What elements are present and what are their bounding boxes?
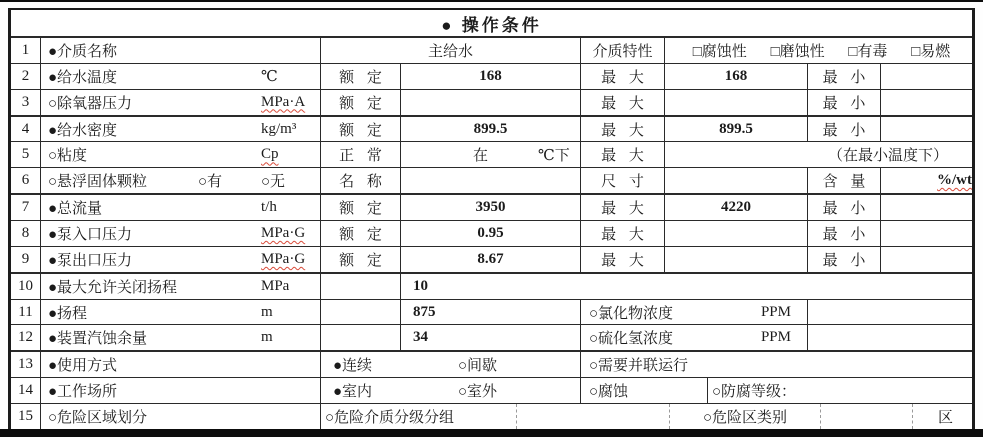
field-label: ●扬程 [48,305,88,322]
field-work-location: ●工作场所 [41,378,321,403]
min-label: 最 小 [808,195,881,220]
content-unit: %/wt [937,172,972,189]
ppm-unit-label: PPM [760,303,791,320]
min-label: 最 小 [808,64,881,89]
row-number: 3 [11,90,41,115]
field-pump-inlet-pressure [41,221,321,246]
rated-value: 3950 [401,195,581,220]
solids-size-value [665,168,808,193]
rated-value: 168 [401,64,581,89]
min-label: 最 小 [808,221,881,246]
field-label: ●最大允许关闭扬程 [48,279,178,296]
h2s-value [808,325,978,350]
max-value: 899.5 [665,117,808,142]
unit-label: t/h [261,199,277,216]
min-label: 最 小 [808,90,881,115]
radio-option-outdoor[interactable]: ○室外 [458,384,498,401]
row-number: 14 [11,378,41,403]
row-number: 12 [11,325,41,350]
radio-option-anticorrosion-grade[interactable]: ○防腐等级： [712,384,797,401]
unit-label: MPa·G [261,250,306,267]
max-value: 168 [665,64,808,89]
top-border-line [0,0,983,2]
page-title: ● 操作条件 [441,15,542,35]
unit-label: ℃ [261,68,278,85]
table-row [11,90,972,117]
field-total-flow [41,195,321,220]
at-label: 在 [473,148,489,165]
row-number: 7 [11,195,41,220]
content-label: 含 量 [808,168,881,193]
max-value [665,90,808,115]
max-label: 最 大 [581,221,665,246]
table-row [11,352,972,378]
rated-value: 899.5 [401,117,581,142]
min-value [881,117,978,142]
hazard-zone-category-value [821,404,913,429]
checkbox-abrasive[interactable]: □磨蚀性 [770,43,825,60]
table-title-row [11,10,972,38]
solids-name-value [401,168,581,193]
min-temperature-note: （在最小温度下） [827,148,948,165]
shutoff-head-value: 10 [413,277,428,294]
table-row [11,195,972,221]
field-label: ●泵入口压力 [48,226,133,243]
unit-label: Cp [261,146,279,163]
operating-conditions-table [8,8,975,429]
checkbox-flammable[interactable]: □易燃 [911,43,951,60]
max-label: 最 大 [581,90,665,115]
table-row [11,221,972,247]
field-operation-mode: ●使用方式 [41,352,321,377]
size-label: 尺 寸 [581,168,665,193]
field-hazard-zone-division: ○危险区域划分 [41,404,321,429]
max-label: 最 大 [581,117,665,142]
max-value: 4220 [665,195,808,220]
max-label: 最 大 [581,64,665,89]
min-value [881,64,978,89]
radio-option-intermittent[interactable]: ○间歇 [458,358,498,375]
viscosity-at-temperature [401,142,581,167]
table-row [11,117,972,143]
rated-label: 额 定 [321,117,401,142]
table-row [11,38,972,64]
operation-mode-options [321,352,581,377]
rated-label: 额 定 [321,90,401,115]
field-feedwater-density [41,117,321,142]
radio-option-continuous[interactable]: ●连续 [333,358,373,375]
row-number: 4 [11,117,41,142]
field-max-shutoff-head [41,274,321,299]
table-row [11,274,972,300]
rated-value: 8.67 [401,247,581,272]
table-row [11,168,972,195]
rated-label: 额 定 [321,64,401,89]
medium-property-flags [665,38,978,63]
field-label: ○除氧器压力 [48,95,133,112]
table-row [11,247,972,274]
npsh-value: 34 [401,325,581,350]
unit-label: m [261,329,273,346]
row-number: 15 [11,404,41,429]
row-number: 8 [11,221,41,246]
max-label: 最 大 [581,142,665,167]
row-number: 5 [11,142,41,167]
field-label: ○硫化氢浓度 [589,331,674,348]
field-viscosity [41,142,321,167]
radio-option-hazard-zone-category[interactable]: ○危险区类别 [670,404,821,429]
row-number: 13 [11,352,41,377]
unit-label: MPa·G [261,224,306,241]
row-number: 10 [11,274,41,299]
min-label: 最 小 [808,247,881,272]
unit-label: kg/m³ [261,120,297,137]
rated-label: 额 定 [321,221,401,246]
max-value [665,221,808,246]
checkbox-toxic[interactable]: □有毒 [848,43,888,60]
field-label: ●装置汽蚀余量 [48,331,148,348]
medium-name-value: 主给水 [321,38,581,63]
min-value [881,90,978,115]
checkbox-corrosive[interactable]: □腐蚀性 [692,43,747,60]
row-number: 2 [11,64,41,89]
field-pump-outlet-pressure [41,247,321,272]
radio-option-parallel-operation[interactable]: ○需要并联运行 [589,358,689,375]
table-row [11,300,972,326]
min-value [881,221,978,246]
field-h2s-concentration [581,325,808,350]
zone-suffix-label: 区 [937,409,953,426]
table-row [11,142,972,168]
bottom-border-bar [0,429,983,437]
hazard-medium-class-value [517,404,670,429]
table-row [11,404,972,429]
max-value [665,247,808,272]
radio-option-corrosion[interactable]: ○腐蚀 [581,378,708,403]
field-npsh-available [41,325,321,350]
unit-label: MPa [261,277,290,294]
min-label: 最 小 [808,117,881,142]
normal-label: 正 常 [321,142,401,167]
radio-option-indoor[interactable]: ●室内 [333,384,373,401]
empty-cell [321,325,401,350]
unit-label: m [261,303,273,320]
field-feedwater-temperature [41,64,321,89]
field-label: ○氯化物浓度 [589,305,674,322]
empty-cell [321,274,401,299]
medium-property-label: 介质特性 [581,38,665,63]
rated-value: 0.95 [401,221,581,246]
radio-option-yes[interactable]: ○有 [198,174,223,191]
row-number: 1 [11,38,41,63]
head-value: 875 [401,300,581,325]
rated-label: 额 定 [321,247,401,272]
max-label: 最 大 [581,247,665,272]
field-deaerator-pressure [41,90,321,115]
table-row [11,325,972,352]
degree-label: ℃下 [538,148,570,165]
chloride-value [808,300,978,325]
field-label: ○悬浮固体颗粒 [48,174,148,191]
row-number: 9 [11,247,41,272]
ppm-unit-label: PPM [760,329,791,346]
row-number: 11 [11,300,41,325]
row-number: 6 [11,168,41,193]
field-label: ●给水密度 [48,122,118,139]
work-location-options [321,378,581,403]
field-chloride-concentration [581,300,808,325]
table-row [11,64,972,90]
radio-option-hazard-medium-class[interactable]: ○危险介质分级分组 [321,404,517,429]
table-row [11,378,972,404]
min-value [881,247,978,272]
field-suspended-solids [41,168,321,193]
field-label: ●总流量 [48,201,103,218]
field-medium-name: ●介质名称 [41,38,321,63]
unit-label: MPa·A [261,93,306,110]
field-label: ○粘度 [48,148,88,165]
max-label: 最 大 [581,195,665,220]
rated-value [401,90,581,115]
field-label: ●给水温度 [48,69,118,86]
radio-option-no[interactable]: ○无 [261,174,286,191]
min-value [881,195,978,220]
name-label: 名 称 [321,168,401,193]
empty-cell [321,300,401,325]
rated-label: 额 定 [321,195,401,220]
field-head [41,300,321,325]
field-label: ●泵出口压力 [48,252,133,269]
